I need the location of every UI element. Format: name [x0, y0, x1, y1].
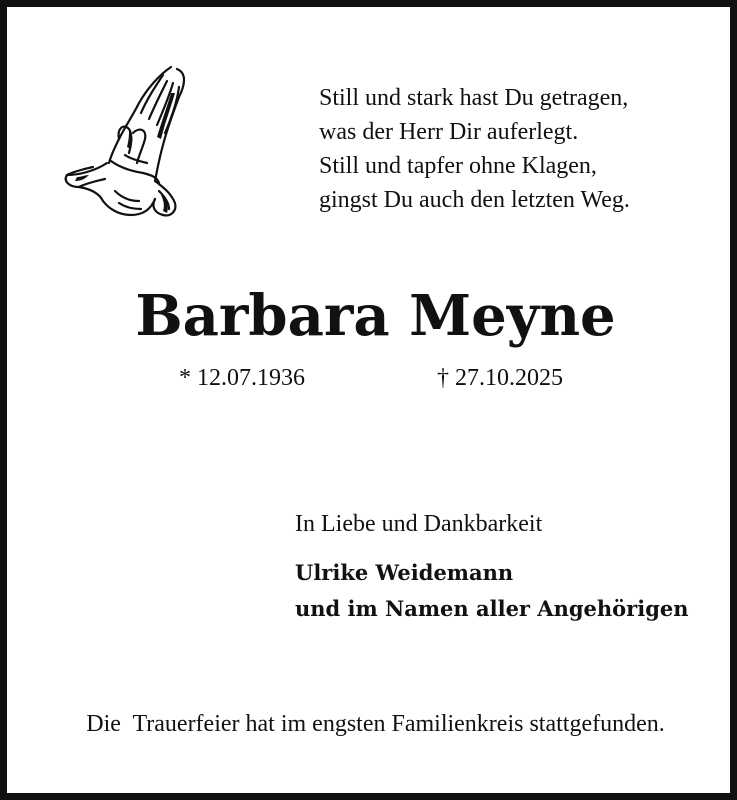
- poem-line: Still und tapfer ohne Klagen,: [319, 153, 597, 179]
- poem-line: gingst Du auch den letzten Weg.: [319, 187, 630, 213]
- deceased-name: Barbara Meyne: [135, 283, 616, 349]
- death-date: † 27.10.2025: [437, 365, 563, 391]
- praying-hands-icon: [59, 63, 189, 221]
- closing-phrase: In Liebe und Dankbarkeit: [295, 511, 543, 537]
- funeral-note: Die Trauerfeier hat im engsten Familienkreis stattgefunden.: [86, 711, 665, 737]
- birth-date: * 12.07.1936: [179, 365, 305, 391]
- signer-family: und im Namen aller Angehörigen: [295, 596, 689, 621]
- signer-name: Ulrike Weidemann: [295, 560, 514, 585]
- signers-block: [295, 555, 689, 627]
- poem-line: was der Herr Dir auferlegt.: [319, 119, 579, 145]
- memorial-poem: [319, 81, 719, 217]
- poem-line: Still und stark hast Du getragen,: [319, 85, 629, 111]
